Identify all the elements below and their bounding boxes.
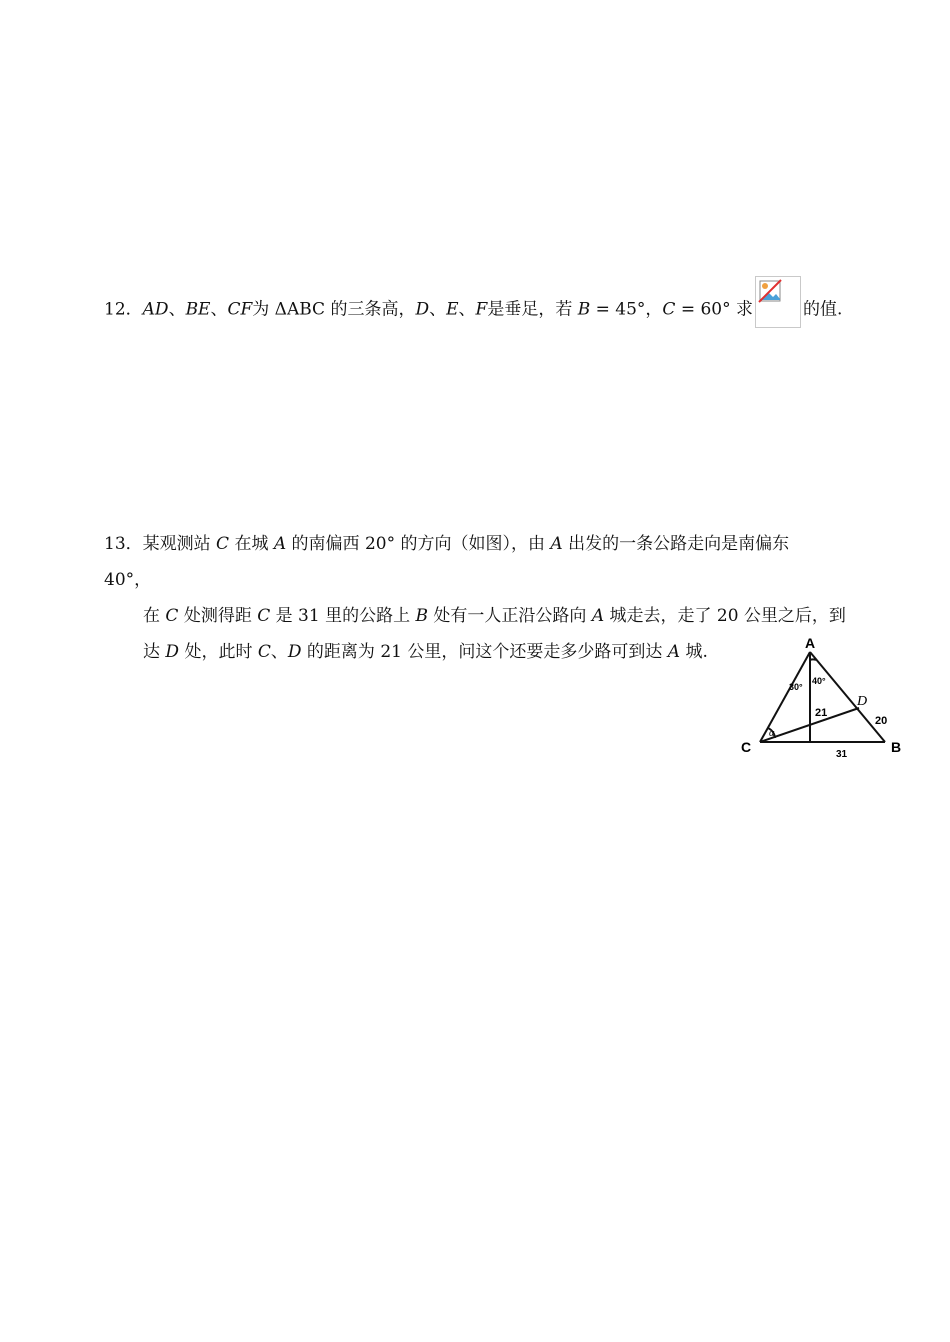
- length-DB: 20: [875, 715, 888, 727]
- var: B: [415, 606, 428, 626]
- text: 为 ΔABC 的三条高，: [252, 299, 416, 320]
- text: 处有一人正沿公路向: [428, 606, 592, 626]
- question-13-line-4: [143, 640, 708, 664]
- text: 是垂足，若: [487, 299, 578, 320]
- text: 40°，: [104, 570, 152, 590]
- length-CD: 21: [815, 707, 828, 719]
- line-CA: [760, 652, 810, 742]
- var-CF: CF: [227, 299, 253, 320]
- var-D: D: [415, 299, 430, 320]
- text: 城.: [680, 642, 708, 662]
- var: A: [550, 534, 563, 554]
- var: A: [667, 642, 681, 662]
- label-A: A: [805, 635, 816, 651]
- text: = 45°，: [590, 299, 663, 320]
- angle-arc: [810, 659, 816, 660]
- question-13-line-3: [143, 604, 846, 628]
- var: C: [257, 606, 271, 626]
- angle-right-label: 40°: [812, 676, 826, 686]
- text: 某观测站: [142, 534, 217, 554]
- text: 、: [168, 299, 186, 320]
- var-E: E: [446, 299, 459, 320]
- question-13-line-1: [104, 532, 789, 556]
- text: 、: [458, 299, 476, 320]
- var: D: [287, 642, 302, 662]
- var-BE: BE: [185, 299, 211, 320]
- var: C: [165, 606, 179, 626]
- question-12: [104, 284, 842, 336]
- text: 的值.: [803, 299, 843, 320]
- text: 的距离为 21 公里，问这个还要走多少路可到达: [301, 642, 668, 662]
- text: 、: [270, 642, 288, 662]
- text: 、: [210, 299, 228, 320]
- text: 城走去，走了 20 公里之后，到: [604, 606, 846, 626]
- var-B: B: [577, 299, 591, 320]
- text: 是 31 里的公路上: [270, 606, 416, 626]
- var-C: C: [662, 299, 676, 320]
- var: C: [216, 534, 230, 554]
- text: 在: [143, 606, 166, 626]
- question-13-line-2: [104, 568, 151, 592]
- var-AD: AD: [142, 299, 169, 320]
- question-number: 13．: [104, 534, 143, 554]
- text: 处测得距: [178, 606, 258, 626]
- angle-left-label: 30°: [789, 682, 803, 692]
- text: 达: [143, 642, 166, 662]
- length-CB: 31: [836, 749, 848, 760]
- text: 、: [429, 299, 447, 320]
- label-B: B: [891, 739, 902, 755]
- var: A: [273, 534, 287, 554]
- angle-alpha: α: [769, 728, 775, 739]
- text: 的南偏西 20° 的方向（如图），由: [286, 534, 551, 554]
- line-AB: [810, 652, 888, 742]
- var-F: F: [475, 299, 488, 320]
- label-D: D: [857, 694, 868, 709]
- text: = 60° 求: [675, 299, 754, 320]
- triangle-figure: [735, 632, 910, 762]
- label-C: C: [741, 739, 752, 755]
- text: 出发的一条公路走向是南偏东: [562, 534, 790, 554]
- text: 处，此时: [179, 642, 258, 662]
- question-number: 12．: [104, 299, 143, 320]
- text: 在城: [229, 534, 274, 554]
- var: D: [165, 642, 180, 662]
- broken-image-icon: [755, 276, 801, 328]
- var: A: [591, 606, 605, 626]
- var: C: [257, 642, 271, 662]
